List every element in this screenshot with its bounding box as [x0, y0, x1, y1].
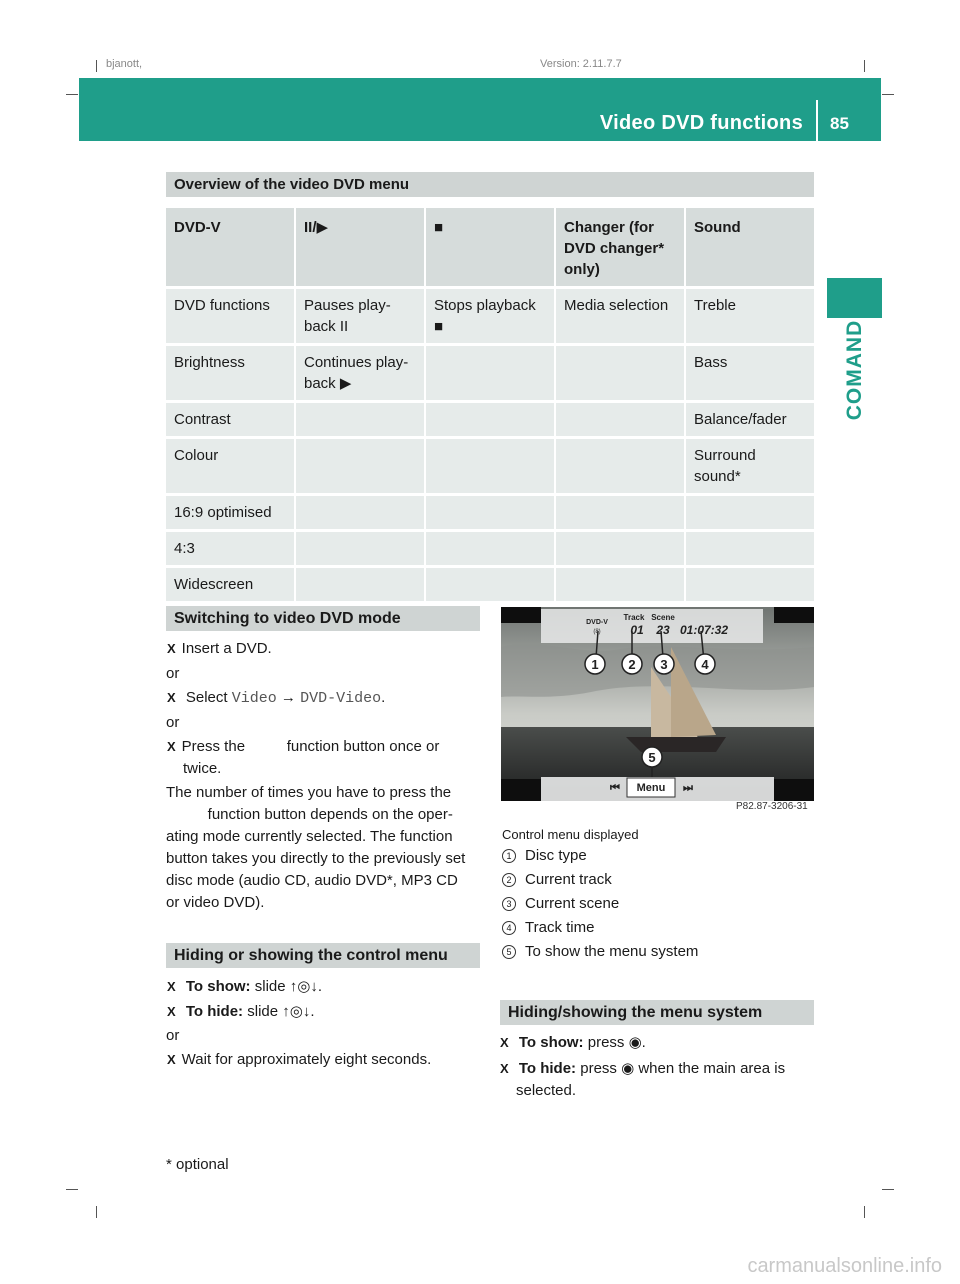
crop-mark — [882, 1189, 894, 1190]
table-cell: DVD functions — [166, 289, 294, 343]
step-text: press ◉ when the main area is — [580, 1060, 786, 1077]
label: To show: — [518, 1034, 584, 1051]
menu-system-heading: Hiding/showing the menu system — [500, 1000, 814, 1025]
table-header-row — [166, 208, 814, 286]
legend-number: 2 — [502, 873, 516, 887]
table-cell — [296, 568, 424, 601]
paragraph-line: or video DVD). — [166, 894, 265, 911]
table-header-cell: Sound — [686, 208, 814, 286]
table-cell: Widescreen — [166, 568, 294, 601]
scene-value: 23 — [656, 623, 670, 637]
dvd-screen-image — [501, 607, 814, 801]
watermark: carmanualsonline.info — [747, 1255, 942, 1277]
table-cell — [556, 346, 684, 400]
paragraph-line: The number of times you have to press the — [166, 784, 452, 801]
crop-mark — [864, 60, 865, 72]
table-cell — [296, 532, 424, 565]
label: To hide: — [185, 1003, 244, 1020]
legend-number: 4 — [502, 921, 516, 935]
page-number: 85 — [830, 114, 849, 133]
table-cell: Contrast — [166, 403, 294, 436]
crop-mark — [66, 1189, 78, 1190]
author-stamp: bjanott, — [106, 58, 143, 70]
table-cell: Brightness — [166, 346, 294, 400]
step-text: Select — [185, 689, 228, 706]
side-chapter-label: COMAND — [843, 319, 866, 421]
legend-text: Track time — [525, 919, 595, 936]
step-text: . — [381, 689, 386, 706]
table-row — [166, 439, 814, 493]
table-cell — [426, 568, 554, 601]
footnote: * optional — [166, 1156, 229, 1173]
callout-number: 2 — [628, 657, 636, 672]
table-cell: 4:3 — [166, 532, 294, 565]
table-header-cell: DVD-V — [166, 208, 294, 286]
side-tab — [827, 278, 882, 318]
step-select-video — [183, 687, 385, 710]
step-press-button-cont: twice. — [183, 760, 222, 777]
table-cell — [556, 439, 684, 493]
disc-type-sub: (8) — [593, 629, 601, 635]
image-code: P82.87-3206-31 — [736, 801, 808, 812]
control-menu-heading: Hiding or showing the control menu — [166, 943, 480, 968]
or-text: or — [166, 714, 180, 731]
label: To hide: — [518, 1060, 577, 1077]
table-cell — [296, 403, 424, 436]
step-text: slide ↑◎↓. — [254, 978, 323, 995]
table-cell: Surround sound* — [686, 439, 814, 493]
legend-item — [502, 917, 594, 939]
table-cell — [426, 496, 554, 529]
table-header-cell: Changer (for DVD changer* only) — [556, 208, 684, 286]
menu-button[interactable]: Menu — [636, 782, 666, 794]
table-cell — [556, 568, 684, 601]
step-insert-dvd: X Insert a DVD. — [183, 638, 272, 660]
table-cell — [296, 439, 424, 493]
disc-type-label: DVD-V — [586, 619, 608, 626]
step-text: slide ↑◎↓. — [247, 1003, 315, 1020]
overview-table-title: Overview of the video DVD menu — [166, 172, 814, 197]
callout-number: 4 — [701, 657, 709, 672]
table-row — [166, 532, 814, 565]
table-cell — [686, 496, 814, 529]
legend-item — [502, 869, 612, 891]
table-row — [166, 496, 814, 529]
menu-item-video: Video — [231, 690, 277, 707]
legend-item — [502, 893, 619, 915]
page-title: Video DVD functions — [599, 112, 803, 134]
table-cell — [556, 403, 684, 436]
overview-table — [164, 205, 816, 604]
time-value: 01:07:32 — [679, 623, 729, 637]
or-text: or — [166, 1027, 180, 1044]
table-cell — [556, 532, 684, 565]
header-divider — [816, 100, 818, 141]
table-cell — [556, 496, 684, 529]
crop-mark — [882, 94, 894, 95]
table-cell: Colour — [166, 439, 294, 493]
crop-mark — [96, 60, 97, 72]
step-show-control — [183, 976, 322, 998]
table-cell — [426, 403, 554, 436]
legend-text: Current scene — [525, 895, 620, 912]
legend-text: Disc type — [525, 847, 587, 864]
callout-number: 5 — [648, 750, 656, 765]
arrow-icon: → — [280, 689, 296, 706]
legend-item — [502, 845, 587, 867]
legend-item — [502, 941, 698, 963]
table-cell — [686, 568, 814, 601]
figure-caption: Control menu displayed — [502, 827, 639, 842]
step-text: press ◉. — [587, 1034, 646, 1051]
table-cell — [426, 532, 554, 565]
table-cell: Continues play-back ▶ — [296, 346, 424, 400]
table-cell: Balance/fader — [686, 403, 814, 436]
track-value: 01 — [630, 623, 644, 637]
table-cell — [686, 532, 814, 565]
step-hide-control — [183, 1001, 315, 1023]
table-row — [166, 403, 814, 436]
crop-mark — [864, 1206, 865, 1218]
callout-number: 1 — [591, 657, 599, 672]
table-cell: Treble — [686, 289, 814, 343]
legend-text: Current track — [525, 871, 612, 888]
table-cell — [426, 346, 554, 400]
table-cell — [296, 496, 424, 529]
paragraph-line: disc mode (audio CD, audio DVD*, MP3 CD — [166, 872, 458, 889]
scene-label: Scene — [651, 613, 675, 622]
legend-number: 5 — [502, 945, 516, 959]
crop-mark — [96, 1206, 97, 1218]
crop-mark — [66, 94, 78, 95]
table-row — [166, 289, 814, 343]
switching-heading: Switching to video DVD mode — [166, 606, 480, 631]
paragraph-line: ating mode currently selected. The function — [166, 828, 453, 845]
paragraph-line: function button depends on the oper- — [166, 806, 453, 823]
table-row — [166, 568, 814, 601]
legend-number: 1 — [502, 849, 516, 863]
step-show-menu — [516, 1032, 646, 1054]
step-wait: X Wait for approximately eight seconds. — [183, 1049, 431, 1071]
table-cell: Stops playback ■ — [426, 289, 554, 343]
table-cell: 16:9 optimised — [166, 496, 294, 529]
menu-item-dvd-video: DVD-Video — [300, 690, 382, 707]
callout-number: 3 — [660, 657, 668, 672]
or-text: or — [166, 665, 180, 682]
table-cell: Bass — [686, 346, 814, 400]
table-header-cell: II/▶ — [296, 208, 424, 286]
step-hide-menu-cont: selected. — [516, 1082, 577, 1099]
label: To show: — [185, 978, 251, 995]
legend-number: 3 — [502, 897, 516, 911]
step-hide-menu — [516, 1058, 785, 1080]
dvd-screen-illustration — [501, 607, 814, 801]
legend-text: To show the menu system — [525, 943, 699, 960]
previous-icon[interactable]: ⏮ — [610, 782, 620, 794]
table-cell: Media selection — [556, 289, 684, 343]
table-row — [166, 346, 814, 400]
table-header-cell: ■ — [426, 208, 554, 286]
track-label: Track — [623, 613, 645, 622]
table-cell — [426, 439, 554, 493]
step-press-button: X Press the function button once or — [183, 736, 439, 758]
table-cell: Pauses play-back II — [296, 289, 424, 343]
paragraph-line: button takes you directly to the previously set — [166, 850, 466, 867]
version-stamp: Version: 2.11.7.7 — [540, 58, 622, 70]
next-icon[interactable]: ⏭ — [683, 782, 693, 794]
